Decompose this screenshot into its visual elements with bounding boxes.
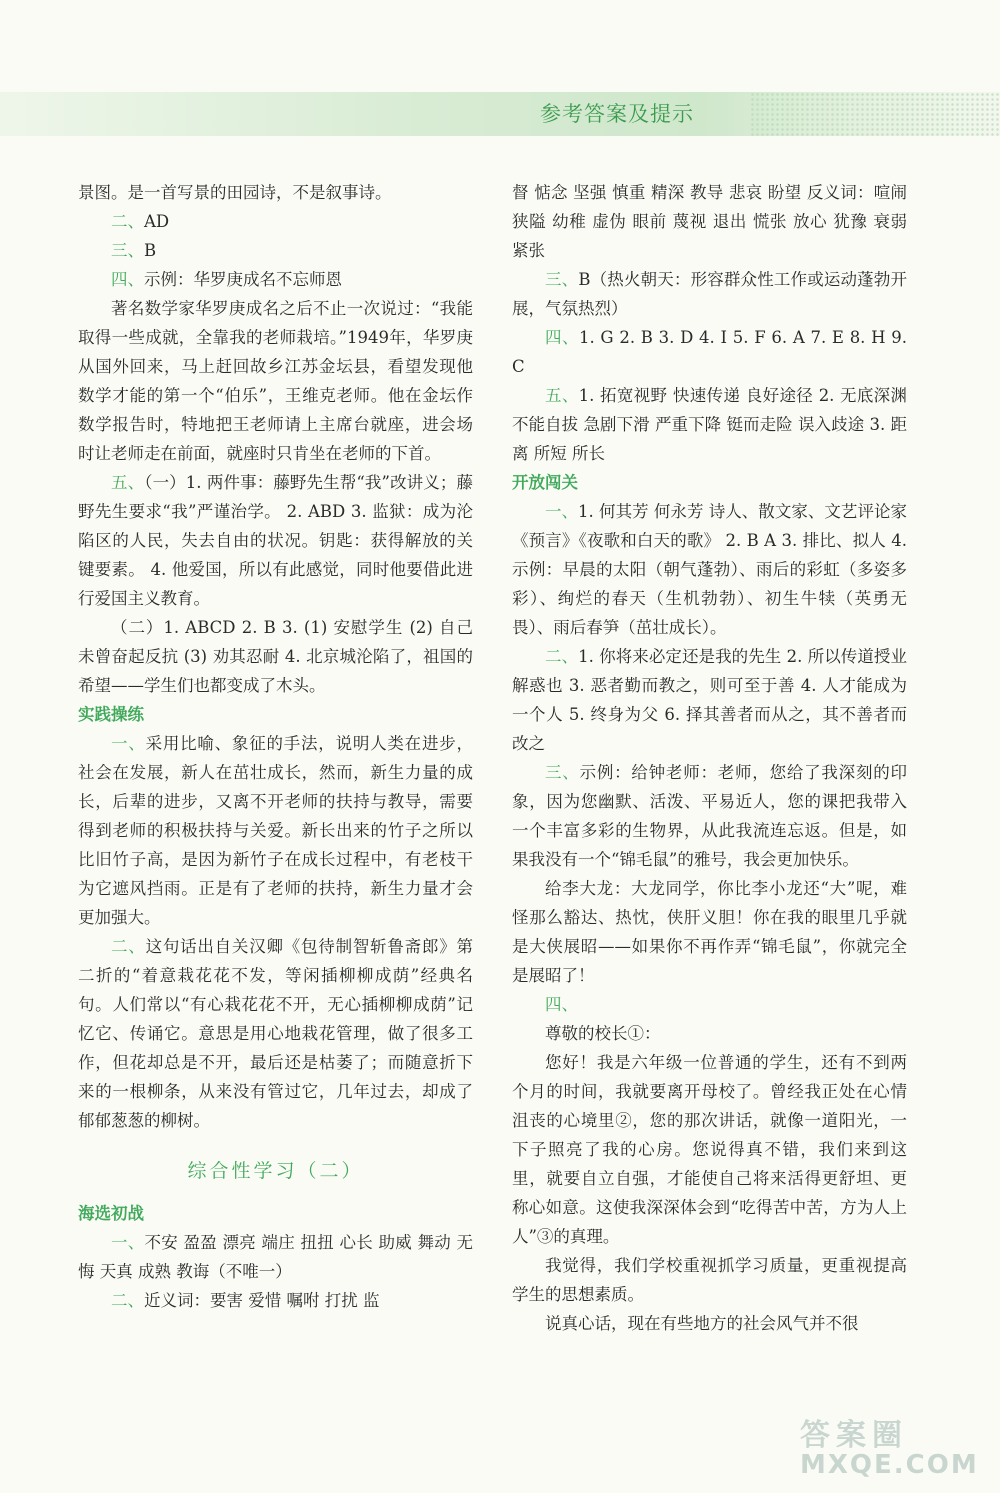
item-text: 1. 你将来必定还是我的先生 2. 所以传道授业解惑也 3. 恶者勤而教之，则可至于善 4. 人才能成为一个人 5. 终身为父 6. 择其善者而从之，其不善者而改之: [512, 647, 907, 753]
answer-item: [78, 729, 473, 932]
item-text: 1. 拓宽视野 快速传递 良好途径 2. 无底深渊 不能自拔 急剧下滑 严重下降 铤而走险 误入歧途 3. 距离 所短 所长: [512, 386, 908, 463]
paragraph: 您好！我是六年级一位普通的学生，还有不到两个月的时间，我就要离开母校了。曾经我正处在心情沮丧的心境里②，您的那次讲话，就像一道阳光，一下子照亮了我的心房。您说得真不错，我们来到这里，就要自立自强，才能使自己将来活得更舒坦、更称心如意。这使我深深体会到“吃得苦中苦，方为人上人”③的真理。: [512, 1053, 907, 1246]
item-text: 示例：华罗庚成名不忘师恩: [144, 270, 342, 289]
answer-item: [512, 497, 907, 642]
paragraph: （二）1. ABCD 2. B 3. (1) 安慰学生 (2) 自己未曾奋起反抗 (3) 劝其忍耐 4. 北京城沦陷了，祖国的希望——学生们也都变成了木头。: [78, 618, 473, 695]
item-number: 四、: [545, 328, 579, 347]
paragraph: 我觉得，我们学校重视抓学习质量，更重视提高学生的思想素质。: [512, 1256, 907, 1304]
answer-item: [78, 1286, 473, 1315]
item-text: 示例：给钟老师：老师，您给了我深刻的印象，因为您幽默、活泼、平易近人，您的课把我带入一个丰富多彩的生物界，从此我流连忘返。但是，如果我没有一个“锦毛鼠”的雅号，我会更加快乐。: [512, 763, 908, 869]
right-column: [512, 178, 907, 1338]
item-text: 1. 何其芳 何永芳 诗人、散文家、文艺评论家 《预言》《夜歌和白天的歌》 2. B A 3. 排比、拟人 4. 示例：早晨的太阳（朝气蓬勃）、雨后的彩虹（多姿多彩）、绚烂的春天（生机勃勃）、初生牛犊（英勇无畏）、雨后春笋（茁壮成长）。: [512, 502, 907, 637]
paragraph: 著名数学家华罗庚成名之后不止一次说过：“我能取得一些成就，全靠我的老师栽培。”1949年，华罗庚从国外回来，马上赶回故乡江苏金坛县，看望发现他数学才能的第一个“伯乐”，王维克老师。他在金坛作数学报告时，特地把王老师请上主席台就座，进会场时让老师走在前面，就座时只肯坐在老师的下首。: [78, 299, 473, 463]
item-text: 1. G 2. B 3. D 4. I 5. F 6. A 7. E 8. H 9. C: [512, 328, 908, 376]
watermark-logo: [800, 1410, 979, 1480]
answer-item: [78, 1228, 473, 1286]
answer-item: [78, 265, 473, 294]
answer-item: [512, 381, 907, 468]
item-text: 近义词：要害 爱惜 嘱咐 打扰 监: [144, 1291, 380, 1310]
watermark-text: 答案圈: [800, 1418, 908, 1453]
left-column: [78, 178, 473, 1315]
item-text: 这句话出自关汉卿《包待制智斩鲁斋郎》第二折的“着意栽花花不发，等闲插柳柳成荫”经典名句。人们常以“有心栽花花不开，无心插柳柳成荫”记忆它、传诵它。意思是用心地栽花管理，做了很多工作，但花却总是不开，最后还是枯萎了；而随意折下来的一根柳条，从来没有管过它，几年过去，却成了郁郁葱葱的柳树。: [78, 937, 474, 1130]
item-text: B（热火朝天：形容群众性工作或运动蓬勃开展，气氛热烈）: [512, 270, 907, 318]
paragraph: 给李大龙：大龙同学，你比李小龙还“大”呢，难怪那么豁达、热忱，侠肝义胆！你在我的眼里几乎就是大侠展昭——如果你不再作弄“锦毛鼠”，你就完全是展昭了！: [512, 879, 907, 985]
answer-item: [512, 642, 907, 758]
answer-item: [78, 468, 473, 613]
item-number: 二、: [545, 647, 579, 666]
item-number: 三、: [545, 270, 579, 289]
item-text: （一）1. 两件事：藤野先生帮“我”改讲义；藤野先生要求“我”严谨治学。 2. ABD 3. 监狱：成为沦陷区的人民，失去自由的状况。钥匙：获得解放的关键要素。 4. 他爱国，所以有此感觉，同时他要借此进行爱国主义教育。: [78, 473, 474, 608]
answer-item: [512, 990, 907, 1019]
item-number: 五、: [111, 473, 145, 492]
item-number: 四、: [545, 995, 578, 1014]
answer-item: [78, 932, 473, 1135]
paragraph: 督 惦念 坚强 慎重 精深 教导 悲哀 盼望 反义词：喧闹 狭隘 幼稚 虚伪 眼前 蔑视 退出 慌张 放心 犹豫 衰弱 紧张: [512, 183, 907, 260]
watermark-url: MXQE.COM: [800, 1450, 979, 1480]
answer-item: [512, 265, 907, 323]
item-text: B: [144, 241, 157, 260]
letter-salutation: 尊敬的校长①：: [545, 1024, 661, 1043]
chapter-title: 综合性学习（二）: [187, 1160, 364, 1182]
item-text: AD: [144, 212, 170, 231]
paragraph: 说真心话，现在有些地方的社会风气并不很: [545, 1314, 859, 1333]
section-heading: 实践操练: [78, 705, 144, 724]
section-heading: 海选初战: [78, 1204, 144, 1223]
item-number: 二、: [111, 937, 146, 956]
item-number: 二、: [111, 212, 144, 231]
item-number: 三、: [111, 241, 144, 260]
item-text: 采用比喻、象征的手法，说明人类在进步，社会在发展，新人在茁壮成长，然而，新生力量的成长，后辈的进步，又离不开老师的扶持与教导，需要得到老师的积极扶持与关爱。新长出来的竹子之所以比旧竹子高，是因为新竹子在成长过程中，有老枝干为它遮风挡雨。正是有了老师的扶持，新生力量才会更加强大。: [78, 734, 474, 927]
answer-item: [78, 236, 473, 265]
item-number: 五、: [545, 386, 579, 405]
header-texture: [750, 92, 1000, 136]
page-header-title: 参考答案及提示: [540, 102, 694, 126]
answer-item: [512, 758, 907, 874]
item-text: 不安 盈盈 漂亮 端庄 扭扭 心长 助威 舞动 无悔 天真 成熟 教诲（不唯一）: [78, 1233, 474, 1281]
section-heading: 开放闯关: [512, 473, 578, 492]
item-number: 三、: [545, 763, 580, 782]
item-number: 一、: [111, 1233, 145, 1252]
answer-item: [512, 323, 907, 381]
item-number: 一、: [111, 734, 146, 753]
item-number: 二、: [111, 1291, 144, 1310]
item-number: 一、: [545, 502, 579, 521]
item-number: 四、: [111, 270, 144, 289]
paragraph: 景图。是一首写景的田园诗，不是叙事诗。: [78, 183, 392, 202]
answer-item: [78, 207, 473, 236]
